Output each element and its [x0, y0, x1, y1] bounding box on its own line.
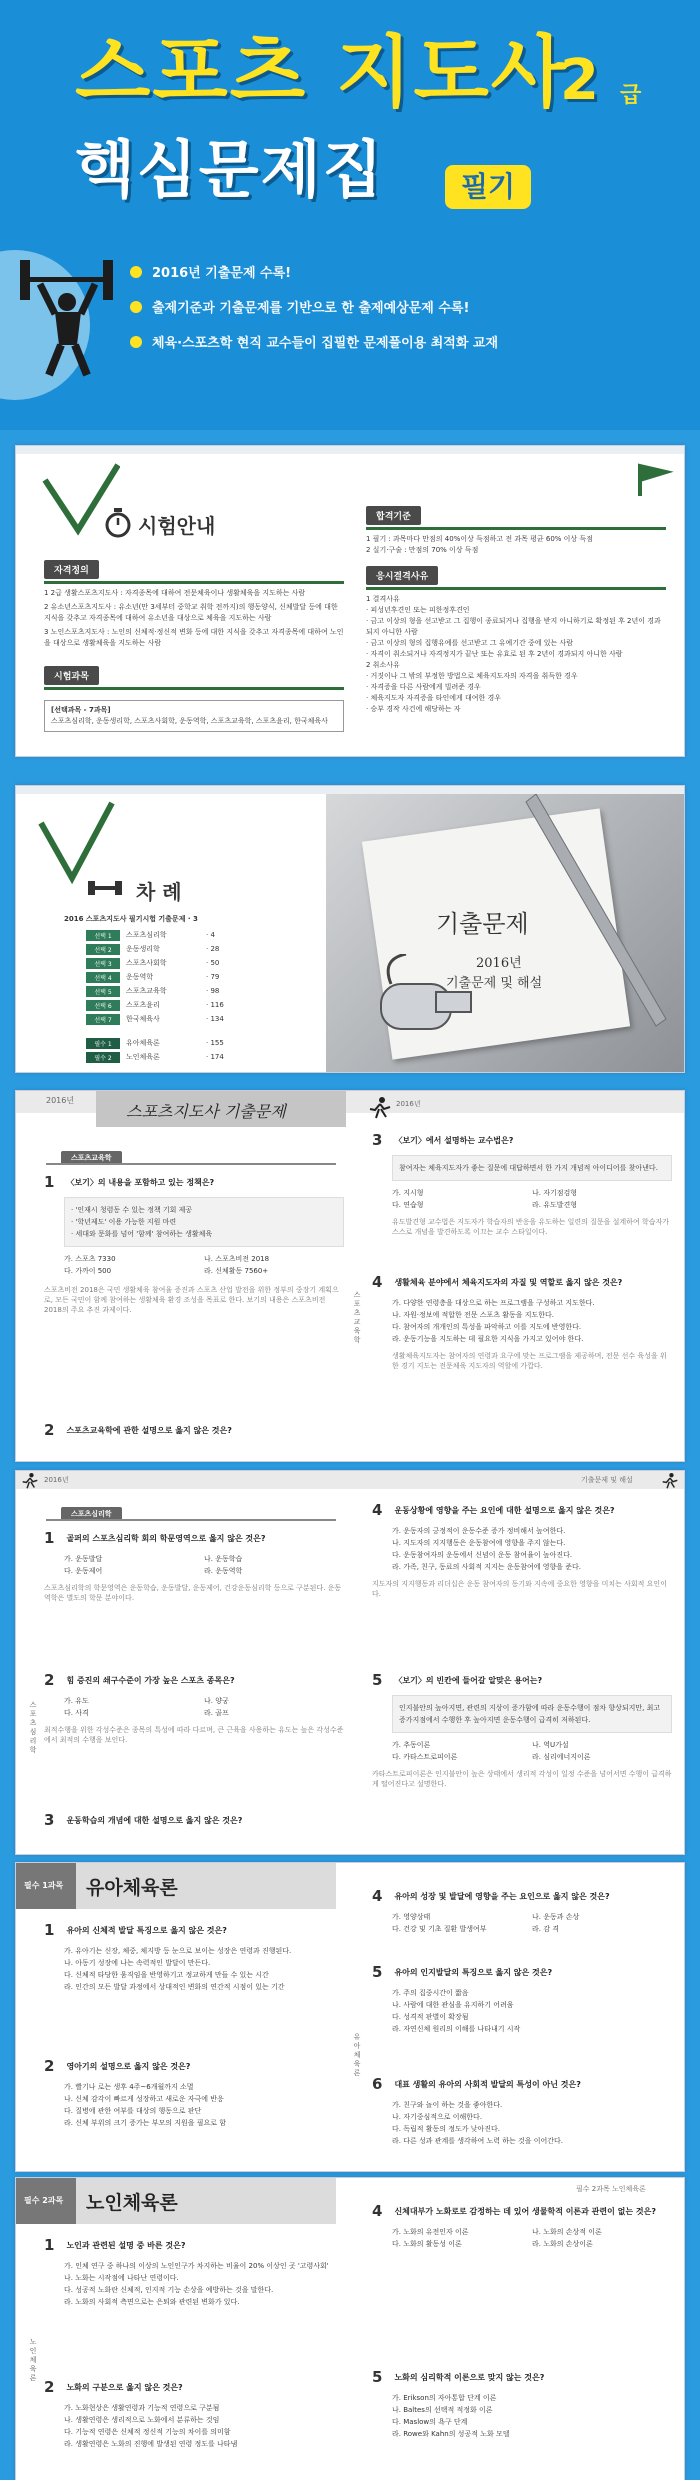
toc-item[interactable]: 필수 1 유아체육론 · 155	[86, 1036, 306, 1050]
toc-item[interactable]: 선택 1 스포츠심리학 · 4	[86, 928, 306, 942]
question-4: 4 생활체육 분야에서 체육지도자의 자질 및 역할로 옳지 않은 것은? 가. 다양한 연령층을 대상으로 하는 프로그램을 구성하고 지도한다. 나. 자원·정보에 적합한 전문 스포츠 활동을 지도한다. 다. 참여자의 개개인의 특성을 파악하고 이를 지도에 반영한다. 라. 운동기능을 지도하는 데 필요한 지식을 가지고 있어야 한다. 생활체육지도자는 참여자의 연령과 요구에 맞는 프로그램을 제공하며, 전문 선수 육성을 위한 경기 지도는 전문체육 지도자의 역할에 가깝다.	[372, 1273, 672, 1371]
check-triangle-icon	[36, 798, 116, 888]
apply-section	[366, 564, 666, 715]
section-rule	[44, 687, 344, 690]
side-subject-tag: 스포츠심리학	[29, 1701, 37, 1755]
section-rule	[44, 581, 344, 584]
cover-bullet: 출제기준과 기출문제를 기반으로 한 출제예상문제 수록!	[130, 297, 690, 316]
toc-photo	[326, 794, 685, 1073]
right-year: 2016년	[396, 1100, 421, 1108]
qualification-head: 자격정의	[44, 560, 99, 579]
cover-bullets	[130, 262, 690, 367]
photo-sub1: 2016년	[476, 956, 522, 971]
page-toc	[15, 785, 685, 1073]
question-2: 2 스포츠교육학에 관한 설명으로 옳지 않은 것은?	[44, 1421, 232, 1439]
question-4: 4 운동상황에 영향을 주는 요인에 대한 설명으로 옳지 않은 것은? 가. 운동자의 긍정적이 운동수준 증가 정비해서 높여한다. 나. 지도자의 지지행동은 운동참여에 영향을 주지 않는다. 다. 운동참여자의 운동에서 신념이 운동 참여율이 높아진다. 라. 가족, 친구, 동료의 사회적 지지는 운동참여에 영향을 준다. 지도자의 지지행동과 리더십은 운동 참여자의 동기와 지속에 중요한 영향을 미치는 사회적 요인이다.	[372, 1501, 672, 1599]
toc-list	[86, 928, 306, 1064]
topic-rule	[46, 1519, 336, 1521]
apply-item: · 자격이 취소되거나 자격정지가 끝난 또는 유효로 된 후 2년이 경과되지 아니한 사람	[366, 650, 623, 658]
toc-item[interactable]: 선택 5 스포츠교육학 · 98	[86, 984, 306, 998]
year-tab: 2016년	[46, 1096, 75, 1105]
topic-rule	[46, 1163, 336, 1165]
cover-bullet: 2016년 기출문제 수록!	[130, 262, 690, 281]
pass-item: 2 실기·구술 : 만점의 70% 이상 득점	[366, 546, 479, 554]
photo-sub2: 기출문제 및 해설	[446, 976, 543, 991]
weightlifter-icon	[15, 250, 125, 380]
question-5: 5 유아의 인지발달의 특징으로 옳지 않은 것은? 가. 주의 집중시간이 짧음 나. 사람에 대한 관심을 유지하기 어려움 다. 성격적 판별이 확장됨 라. 자연신체 원리의 이해를 나타내기 시작	[372, 1963, 553, 2033]
exam-info-title: 시험안내	[138, 514, 216, 538]
chapter-tag: 필수 1과목	[24, 1881, 64, 1890]
apply-head: 응시결격사유	[366, 566, 438, 585]
question-1: 1 〈보기〉의 내용을 포함하고 있는 정책은? · '인재시 청렴동 수 있는 정책 기회 제공 · '학년제도' 이용 가능한 지원 마련 · 세대와 문화를 넘어 '함께' 참여하는 생활체육 가. 스포츠 7330 나. 스포츠비전 2018 다. 가까이 500 라. 신체활동 7560+ 스포츠비전 2018은 국민 생활체육 참여율 증진과 스포츠 산업 발전을 위한 정부의 중장기 계획으로, 모든 국민이 함께 참여하는 생활체육 환경 조성을 목표로 한다. 보기의 내용은 스포츠비전 2018의 주요 추진 과제이다.	[44, 1173, 344, 1315]
question-6: 6 대표 생활의 유아의 사회적 발달의 특성이 아닌 것은? 가. 친구와 놀이 하는 것을 좋아한다. 나. 자기중심적으로 이해한다. 다. 독립적 활동의 정도가 낮아진다. 라. 다른 성과 관계를 생각하여 노력 하는 것을 이어간다.	[372, 2075, 581, 2145]
exam-subject-box-text: 스포츠심리학, 운동생리학, 스포츠사회학, 운동역학, 스포츠교육학, 스포츠윤리, 한국체육사	[51, 717, 328, 725]
page-exam-info	[15, 445, 685, 757]
page-spread-4	[15, 2177, 685, 2480]
cover-subtitle: 핵심문제집	[75, 133, 385, 206]
pass-item: 1 필기 : 과목마다 만점의 40%이상 득점하고 전 과목 평균 60% 이상 득점	[366, 535, 593, 543]
chapter-title: 노인체육론	[86, 2192, 178, 2214]
cover-badge: 필기	[445, 165, 531, 209]
runner-icon	[660, 1473, 680, 1489]
chapter-title: 유아체육론	[86, 1877, 178, 1899]
apply-item: · 금고 이상의 형의 집행유예를 선고받고 그 유예기간 중에 있는 사람	[366, 639, 574, 647]
question-2: 2 힘 증진의 쇄구수준이 가장 높은 스포츠 종목은? 가. 유도 나. 양궁 다. 사격 라. 골프 최적수행을 위한 각성수준은 종목의 특성에 따라 다르며, 큰 근육을 사용하는 유도는 높은 각성수준에서 최적의 수행을 보인다.	[44, 1671, 344, 1744]
side-subject-tag: 노인체육론	[29, 2338, 37, 2383]
question-explanation: 최적수행을 위한 각성수준은 종목의 특성에 따라 다르며, 큰 근육을 사용하는 유도는 높은 각성수준에서 최적의 수행을 보인다.	[44, 1726, 344, 1744]
question-explanation: 생활체육지도자는 참여자의 연령과 요구에 맞는 프로그램을 제공하며, 전문 선수 육성을 위한 경기 지도는 전문체육 지도자의 역할에 가깝다.	[392, 1352, 667, 1370]
toc-item[interactable]: 필수 2 노인체육론 · 174	[86, 1050, 306, 1064]
topic-label: 스포츠심리학	[61, 1507, 122, 1521]
question-explanation: 유도발견형 교수법은 지도자가 학습자의 반응을 유도하는 일련의 질문을 설계하여 학습자가 스스로 개념을 발견하도록 이끄는 교수 스타일이다.	[392, 1218, 669, 1236]
question-explanation: 카타스트로피이론은 인지불안이 높은 상태에서 생리적 각성이 일정 수준을 넘어서면 수행이 급격하게 떨어진다고 설명한다.	[372, 1770, 672, 1788]
pass-head: 합격기준	[366, 506, 421, 525]
question-4: 4 신체대부가 노화로로 감정하는 데 있어 생물학적 이론과 관련이 없는 것은? 가. 노화의 유전인자 이론 나. 노화의 손상적 이론 다. 노화의 활동성 이론 라. 노화의 손상이론	[372, 2202, 656, 2248]
book-cover	[0, 0, 700, 430]
apply-item: · 거짓이나 그 밖의 부정한 방법으로 체육지도자의 자격을 취득한 경우	[366, 672, 578, 680]
flag-icon	[636, 460, 676, 500]
qualification-item: 1 2급 생활스포츠지도사 : 자격종목에 대하여 전문체육이나 생활체육을 지도하는 사람	[44, 589, 306, 597]
page-top-strip	[16, 446, 685, 454]
apply-item: 2 취소사유	[366, 661, 400, 669]
qualification-item: 2 유소년스포츠지도사 : 유소년(만 3세부터 중학교 취학 전까지)의 행동양식, 신체발달 등에 대한 지식을 갖추고 자격종목에 대하여 유소년을 대상으로 체육을 지도하는 사람	[44, 603, 338, 622]
runner-icon	[20, 1473, 40, 1489]
pen-icon	[516, 794, 685, 1034]
apply-item: · 승부 경작 사건에 해당하는 자	[366, 705, 461, 713]
qualification-section	[44, 558, 344, 649]
question-explanation: 스포츠비전 2018은 국민 생활체육 참여율 증진과 스포츠 산업 발전을 위한 정부의 중장기 계획으로, 모든 국민이 함께 참여하는 생활체육 환경 조성을 목표로 한다. 보기의 내용은 스포츠비전 2018의 주요 추진 과제이다.	[44, 1286, 339, 1314]
toc-item[interactable]: 선택 6 스포츠윤리 · 116	[86, 998, 306, 1012]
right-tag: 필수 2과목 노인체육론	[576, 2185, 646, 2193]
apply-item: · 체육지도자 자격증을 타인에게 대여한 경우	[366, 694, 502, 702]
exam-subject-section	[44, 664, 344, 732]
right-tag: 기출문제 및 해설	[581, 1476, 633, 1484]
question-1: 1 노인과 관련된 설명 중 바른 것은? 가. 인체 연구 중 하나의 이상의 노인인구가 차지하는 비율이 20% 이상인 곳 '고령사회' 나. 노화는 시작점에 나타난 연령이다. 다. 성공적 노화란 신체적, 인지적 기능 손상을 예방하는 것을 말한다. 라. 노화의 사회적 측면으로는 은퇴와 관련된 변화가 있다.	[44, 2236, 329, 2306]
apply-item: · 자격증을 다른 사람에게 빌려준 경우	[366, 683, 481, 691]
pass-section	[366, 504, 666, 556]
runner-icon	[368, 1097, 392, 1119]
exam-subject-box	[44, 700, 344, 732]
question-4: 4 유아의 성장 및 발달에 영향을 주는 요인으로 옳지 않은 것은? 가. 영양상태 나. 운동과 손상 다. 건강 및 기초 질환 발생여부 라. 감 격	[372, 1887, 610, 1933]
qualification-item: 3 노인스포츠지도사 : 노인의 신체적·정신적 변화 등에 대한 지식을 갖추고 자격종목에 대하여 노인을 대상으로 생활체육을 지도하는 사람	[44, 628, 344, 647]
page-spread-2	[15, 1470, 685, 1855]
bullet-dot-icon	[130, 336, 142, 348]
section-rule	[366, 527, 666, 530]
question-box: · '인재시 청렴동 수 있는 정책 기회 제공 · '학년제도' 이용 가능한 지원 마련 · 세대와 문화를 넘어 '함께' 참여하는 생활체육	[64, 1197, 344, 1247]
page-spread-1	[15, 1090, 685, 1462]
question-5: 5 노화의 심리학적 이론으로 맞지 않는 것은? 가. Erikson의 자아통합 단계 이론 나. Baltes의 선택적 적정화 이론 다. Maslow의 욕구 단계 라. Rowe와 Kahn의 성공적 노화 모델	[372, 2368, 545, 2438]
whistle-icon	[366, 954, 476, 1073]
question-3: 3 〈보기〉에서 설명하는 교수법은? 참여자는 체육지도자가 좋는 질문에 대답하면서 한 가지 개념적 아이디어를 찾아낸다. 가. 지시형 나. 자기점검형 다. 연습형 라. 유도발견형 유도발견형 교수법은 지도자가 학습자의 반응을 유도하는 일련의 질문을 설계하여 학습자가 스스로 개념을 발견하도록 이끄는 교수 스타일이다.	[372, 1131, 672, 1237]
toc-subtitle: 2016 스포츠지도사 필기시험 기출문제 · 3	[64, 915, 198, 923]
stopwatch-icon	[104, 508, 132, 538]
question-5: 5 〈보기〉의 빈칸에 들어갈 알맞은 용어는? 인지불안의 높아지면, 관련의 지상이 증가함에 따라 운동수행이 점차 향상되지만, 최고 증가지점에서 수행한 후 높아지면 운동수행이 급격히 저하된다. 가. 추동이론 나. 역U가설 다. 카타스트로피이론 라. 심리에너지이론 카타스트로피이론은 인지불안이 높은 상태에서 생리적 각성이 일정 수준을 넘어서면 수행이 급격하게 떨어진다고 설명한다.	[372, 1671, 672, 1788]
toc-item[interactable]: 선택 4 운동역학 · 79	[86, 970, 306, 984]
side-subject-tag: 유아체육론	[353, 2033, 361, 2078]
year-tab: 2016년	[44, 1476, 69, 1484]
cover-bullet: 체육·스포츠학 현직 교수들이 집필한 문제풀이용 최적화 교재	[130, 332, 690, 351]
apply-item: · 금고 이상의 형을 선고받고 그 집행이 종료되거나 집행을 받지 아니하기로 확정된 후 2년이 경과되지 아니한 사람	[366, 617, 661, 636]
question-box: 참여자는 체육지도자가 좋는 질문에 대답하면서 한 가지 개념적 아이디어를 찾아낸다.	[392, 1155, 672, 1181]
cover-title-main: 스포츠 지도사	[75, 28, 569, 118]
toc-item[interactable]: 선택 3 스포츠사회학 · 50	[86, 956, 306, 970]
page-spread-3	[15, 1862, 685, 2172]
side-subject-tag: 스포츠교육학	[353, 1291, 361, 1345]
question-1: 1 골퍼의 스포츠심리학 회의 학문영역으로 옳지 않은 것은? 가. 운동발달 나. 운동학습 다. 운동제어 라. 운동역학 스포츠심리학의 학문영역은 운동학습, 운동발달, 운동제어, 건강운동심리학 등으로 구분된다. 운동역학은 별도의 학문 분야이다.	[44, 1529, 344, 1603]
question-box: 인지불안의 높아지면, 관련의 지상이 증가함에 따라 운동수행이 점차 향상되지만, 최고 증가지점에서 수행한 후 높아지면 운동수행이 급격히 저하된다.	[392, 1695, 672, 1733]
question-3: 3 운동학습의 개념에 대한 설명으로 옳지 않은 것은?	[44, 1811, 243, 1829]
cover-title-grade-suffix: 급	[620, 83, 642, 108]
apply-item: 1 결격사유	[366, 595, 400, 603]
bullet-dot-icon	[130, 266, 142, 278]
exam-subject-head: 시험과목	[44, 666, 99, 685]
banner-title: 스포츠지도사 기출문제	[126, 1102, 286, 1121]
question-explanation: 스포츠심리학의 학문영역은 운동학습, 운동발달, 운동제어, 건강운동심리학 등으로 구분된다. 운동역학은 별도의 학문 분야이다.	[44, 1584, 342, 1602]
dumbbell-icon	[88, 878, 122, 898]
toc-item[interactable]: 선택 2 운동생리학 · 28	[86, 942, 306, 956]
toc-title: 차 례	[136, 880, 182, 904]
page-top-strip	[16, 786, 685, 794]
apply-item: · 피성년후견인 또는 피한정후견인	[366, 606, 470, 614]
topic-label: 스포츠교육학	[61, 1151, 122, 1165]
photo-title: 기출문제	[436, 910, 529, 938]
toc-item[interactable]: 선택 7 한국체육사 · 134	[86, 1012, 306, 1026]
section-rule	[366, 587, 666, 590]
question-explanation: 지도자의 지지행동과 리더십은 운동 참여자의 동기와 지속에 중요한 영향을 미치는 사회적 요인이다.	[372, 1580, 667, 1598]
question-2: 2 영아기의 설명으로 옳지 않은 것은? 가. 빨기나 로는 생후 4주~6개월까지 소멸 나. 신체 감각이 빠르게 성장하고 새로운 자극에 반응 다. 질병에 관한 여부를 대상의 행동으로 판단 라. 신체 부위의 크기 증가는 부모의 지원을 필요로 함	[44, 2057, 227, 2127]
bullet-dot-icon	[130, 301, 142, 313]
exam-subject-box-title: [선택과목 - 7과목]	[51, 706, 111, 714]
question-2: 2 노화의 구분으로 옳지 않은 것은? 가. 노화현상은 생활연령과 기능적 연령으로 구분됨 나. 생활연령은 생리적으로 노화에서 분류하는 것임 다. 기능적 연령은 신체적 정신적 기능의 차이를 의미함 라. 생활연령은 노화의 진행에 발생된 연령 정도를 나타냄	[44, 2378, 238, 2448]
cover-title-grade: 2	[560, 48, 599, 113]
chapter-tag: 필수 2과목	[24, 2196, 64, 2205]
question-1: 1 유아의 신체적 발달 특징으로 옳지 않은 것은? 가. 유아기는 신장, 체중, 체지방 등 눈으로 보이는 성장은 연령과 진행된다. 나. 아동기 성장에 나는 속력적인 발달이 만든다. 다. 신체적 타당한 움직임을 반영하기고 정교하게 만들 수 있는 시간 라. 인간의 모든 발달 과정에서 상대적인 변화의 연간적 시점이 있는 기간	[44, 1921, 292, 1991]
